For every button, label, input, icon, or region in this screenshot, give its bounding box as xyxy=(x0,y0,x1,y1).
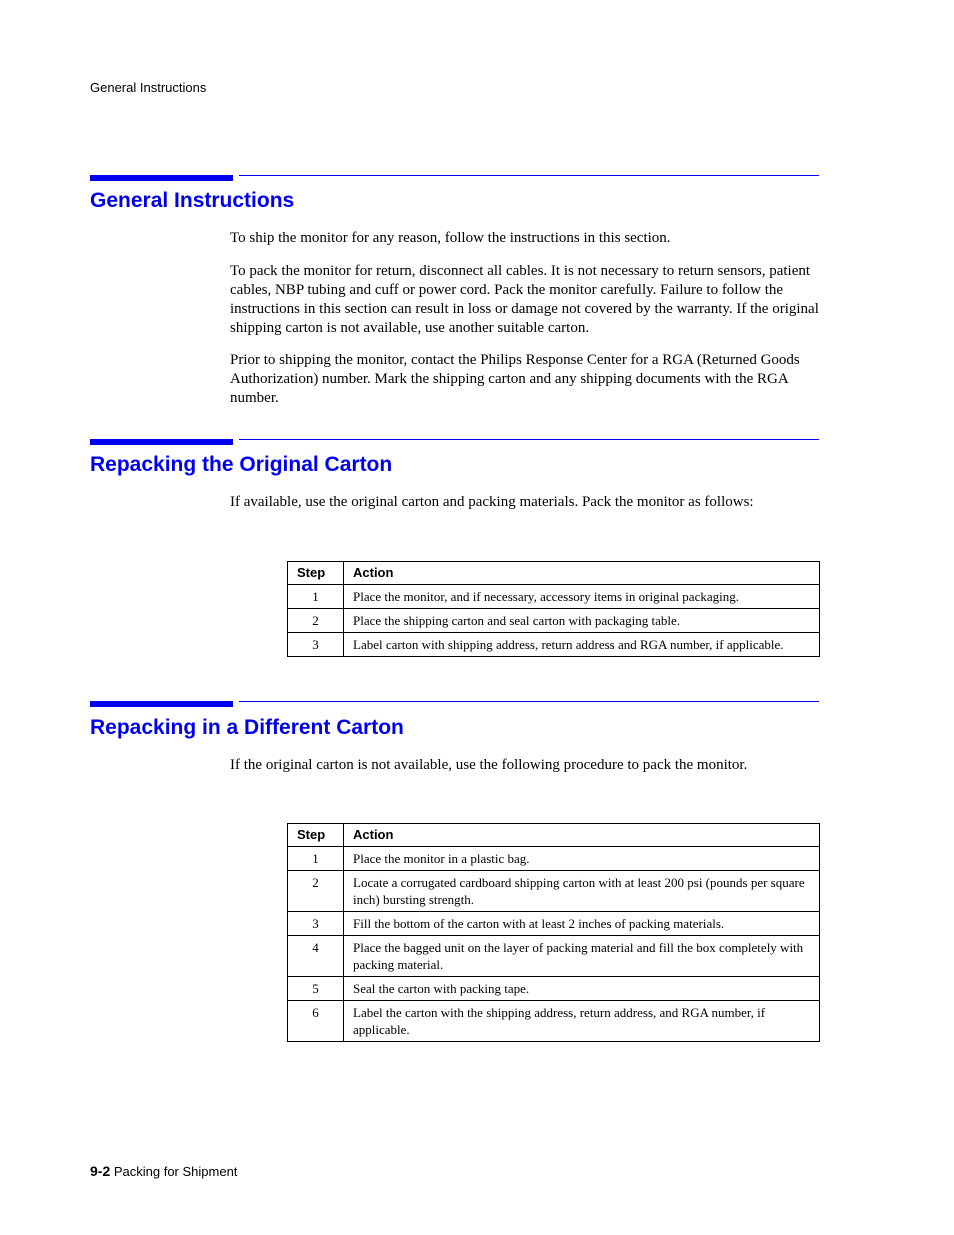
section-rule xyxy=(90,175,819,181)
step-action: Place the monitor, and if necessary, accessory items in original packaging. xyxy=(344,585,820,609)
steps-table-different-carton xyxy=(287,823,820,1042)
chapter-title: Packing for Shipment xyxy=(113,1164,238,1179)
section-rule xyxy=(90,701,819,707)
step-number: 4 xyxy=(288,936,344,977)
section-title-repacking-original: Repacking the Original Carton xyxy=(90,453,393,476)
step-number: 1 xyxy=(288,585,344,609)
step-number: 2 xyxy=(288,871,344,912)
page-number: 9-2 xyxy=(90,1163,111,1179)
step-number: 6 xyxy=(288,1001,344,1042)
step-action: Fill the bottom of the carton with at least 2 inches of packing materials. xyxy=(344,912,820,936)
table-row xyxy=(288,912,820,936)
step-number: 3 xyxy=(288,633,344,657)
table-row xyxy=(288,977,820,1001)
step-action: Place the shipping carton and seal carton with packaging table. xyxy=(344,609,820,633)
step-number: 2 xyxy=(288,609,344,633)
paragraph: To ship the monitor for any reason, follow the instructions in this section. xyxy=(230,230,671,246)
table-row xyxy=(288,936,820,977)
steps-table-original-carton xyxy=(287,561,820,657)
step-action: Locate a corrugated cardboard shipping carton with at least 200 psi (pounds per square inch) bursting strength. xyxy=(344,871,820,912)
step-number: 3 xyxy=(288,912,344,936)
table-header-row xyxy=(288,824,820,847)
page-footer xyxy=(90,1163,237,1179)
step-action: Place the bagged unit on the layer of packing material and fill the box completely with packing material. xyxy=(344,936,820,977)
section-rule xyxy=(90,439,819,445)
section-title-general-instructions: General Instructions xyxy=(90,189,295,212)
paragraph: If available, use the original carton and packing materials. Pack the monitor as follows: xyxy=(230,494,754,510)
step-action: Seal the carton with packing tape. xyxy=(344,977,820,1001)
paragraph: If the original carton is not available, use the following procedure to pack the monitor. xyxy=(230,757,748,773)
running-header: General Instructions xyxy=(90,80,207,95)
table-row xyxy=(288,847,820,871)
column-header-step: Step xyxy=(288,824,344,847)
step-action: Label the carton with the shipping address, return address, and RGA number, if applicable. xyxy=(344,1001,820,1042)
table-header-row xyxy=(288,562,820,585)
column-header-action: Action xyxy=(344,562,820,585)
paragraph: To pack the monitor for return, disconnect all cables. It is not necessary to return sensors, patient cables, NBP tubing and cuff or power cord. Pack the monitor carefully. Failure to follow the instructions in this section can result in loss or damage not covered by the warranty. If the original shipping carton is not available, use another suitable carton. xyxy=(230,263,819,336)
table-row xyxy=(288,871,820,912)
step-action: Place the monitor in a plastic bag. xyxy=(344,847,820,871)
table-row xyxy=(288,609,820,633)
step-number: 1 xyxy=(288,847,344,871)
table-row xyxy=(288,585,820,609)
column-header-step: Step xyxy=(288,562,344,585)
table-row xyxy=(288,633,820,657)
column-header-action: Action xyxy=(344,824,820,847)
step-action: Label carton with shipping address, return address and RGA number, if applicable. xyxy=(344,633,820,657)
section-title-repacking-different: Repacking in a Different Carton xyxy=(90,716,404,739)
step-number: 5 xyxy=(288,977,344,1001)
table-row xyxy=(288,1001,820,1042)
paragraph: Prior to shipping the monitor, contact the Philips Response Center for a RGA (Returned Goods Authorization) number. Mark the shipping carton and any shipping documents with the RGA number. xyxy=(230,352,800,406)
